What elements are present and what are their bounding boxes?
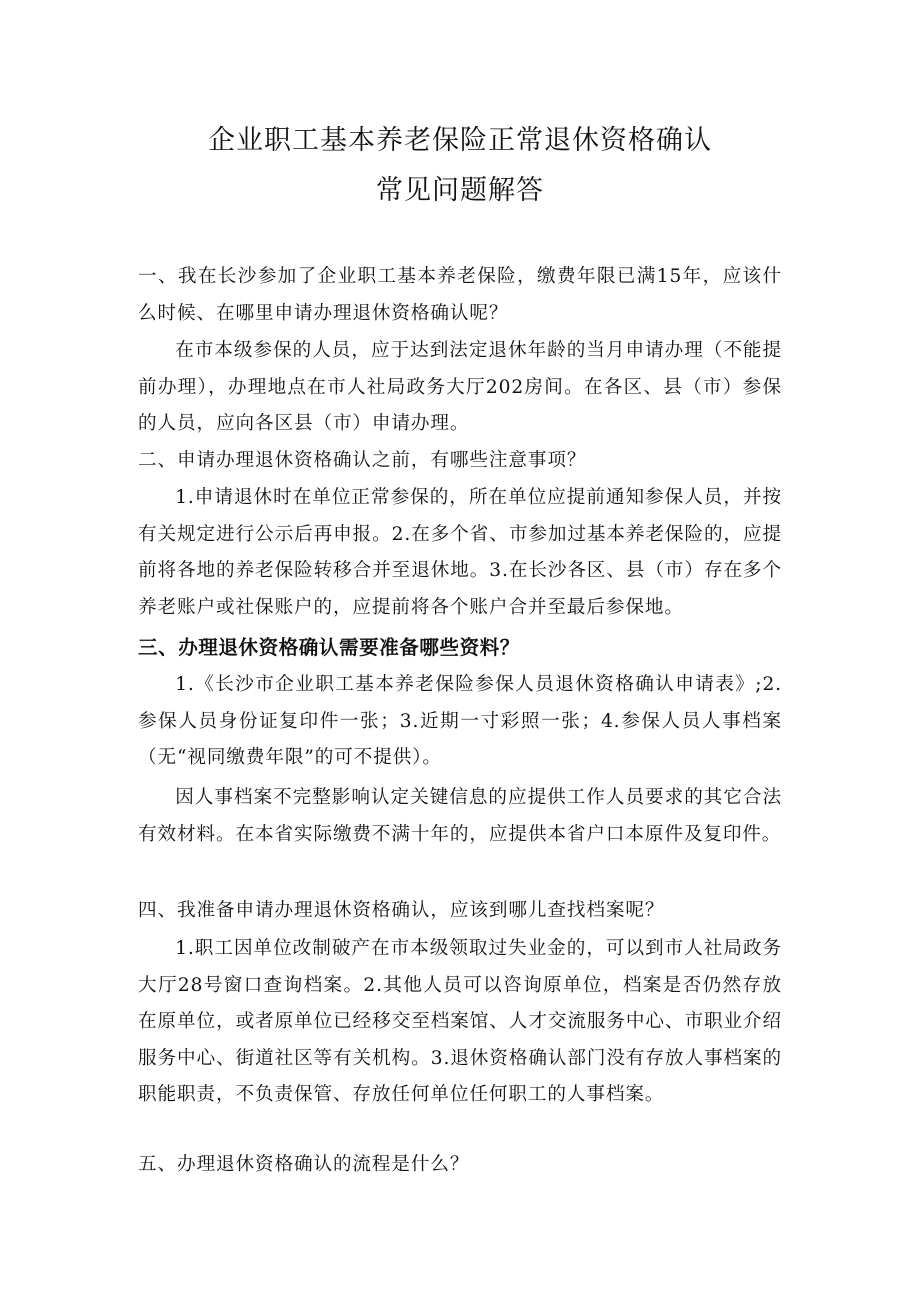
answer-3-paragraph-1: 1.《长沙市企业职工基本养老保险参保人员退休资格确认申请表》;2.参保人员身份证复印件一张；3.近期一寸彩照一张；4.参保人员人事档案（无“视同缴费年限”的可不提供）。 bbox=[138, 674, 782, 769]
document-title-line-2: 常见问题解答 bbox=[376, 175, 544, 206]
answer-3-paragraph-2: 因人事档案不完整影响认定关键信息的应提供工作人员要求的其它合法有效材料。在本省实际缴费不满十年的，应提供本省户口本原件及复印件。 bbox=[138, 787, 782, 845]
document-title-line-1: 企业职工基本养老保险正常退休资格确认 bbox=[208, 125, 712, 156]
question-4: 四、我准备申请办理退休资格确认，应该到哪儿查找档案呢？ bbox=[138, 900, 665, 921]
question-3: 三、办理退休资格确认需要准备哪些资料？ bbox=[138, 636, 520, 659]
question-1: 一、我在长沙参加了企业职工基本养老保险，缴费年限已满15年，应该什么时候、在哪里申请办理退休资格确认呢？ bbox=[138, 266, 782, 324]
answer-1-paragraph-1: 在市本级参保的人员，应于达到法定退休年龄的当月申请办理（不能提前办理），办理地点在市人社局政务大厅202房间。在各区、县（市）参保的人员，应向各区县（市）申请办理。 bbox=[138, 340, 782, 435]
question-2: 二、申请办理退休资格确认之前，有哪些注意事项？ bbox=[138, 450, 587, 471]
question-5: 五、办理退休资格确认的流程是什么？ bbox=[138, 1154, 470, 1175]
answer-4-paragraph-1: 1.职工因单位改制破产在市本级领取过失业金的，可以到市人社局政务大厅28号窗口查询档案。2.其他人员可以咨询原单位，档案是否仍然存放在原单位，或者原单位已经移交至档案馆、人才交流服务中心、市职业介绍服务中心、街道社区等有关机构。3.退休资格确认部门没有存放人事档案的职能职责，不负责保管、存放任何单位任何职工的人事档案。 bbox=[138, 938, 782, 1106]
answer-2-paragraph-1: 1.申请退休时在单位正常参保的，所在单位应提前通知参保人员，并按有关规定进行公示后再申报。2.在多个省、市参加过基本养老保险的，应提前将各地的养老保险转移合并至退休地。3.在长沙各区、县（市）存在多个养老账户或社保账户的，应提前将各个账户合并至最后参保地。 bbox=[138, 487, 782, 618]
